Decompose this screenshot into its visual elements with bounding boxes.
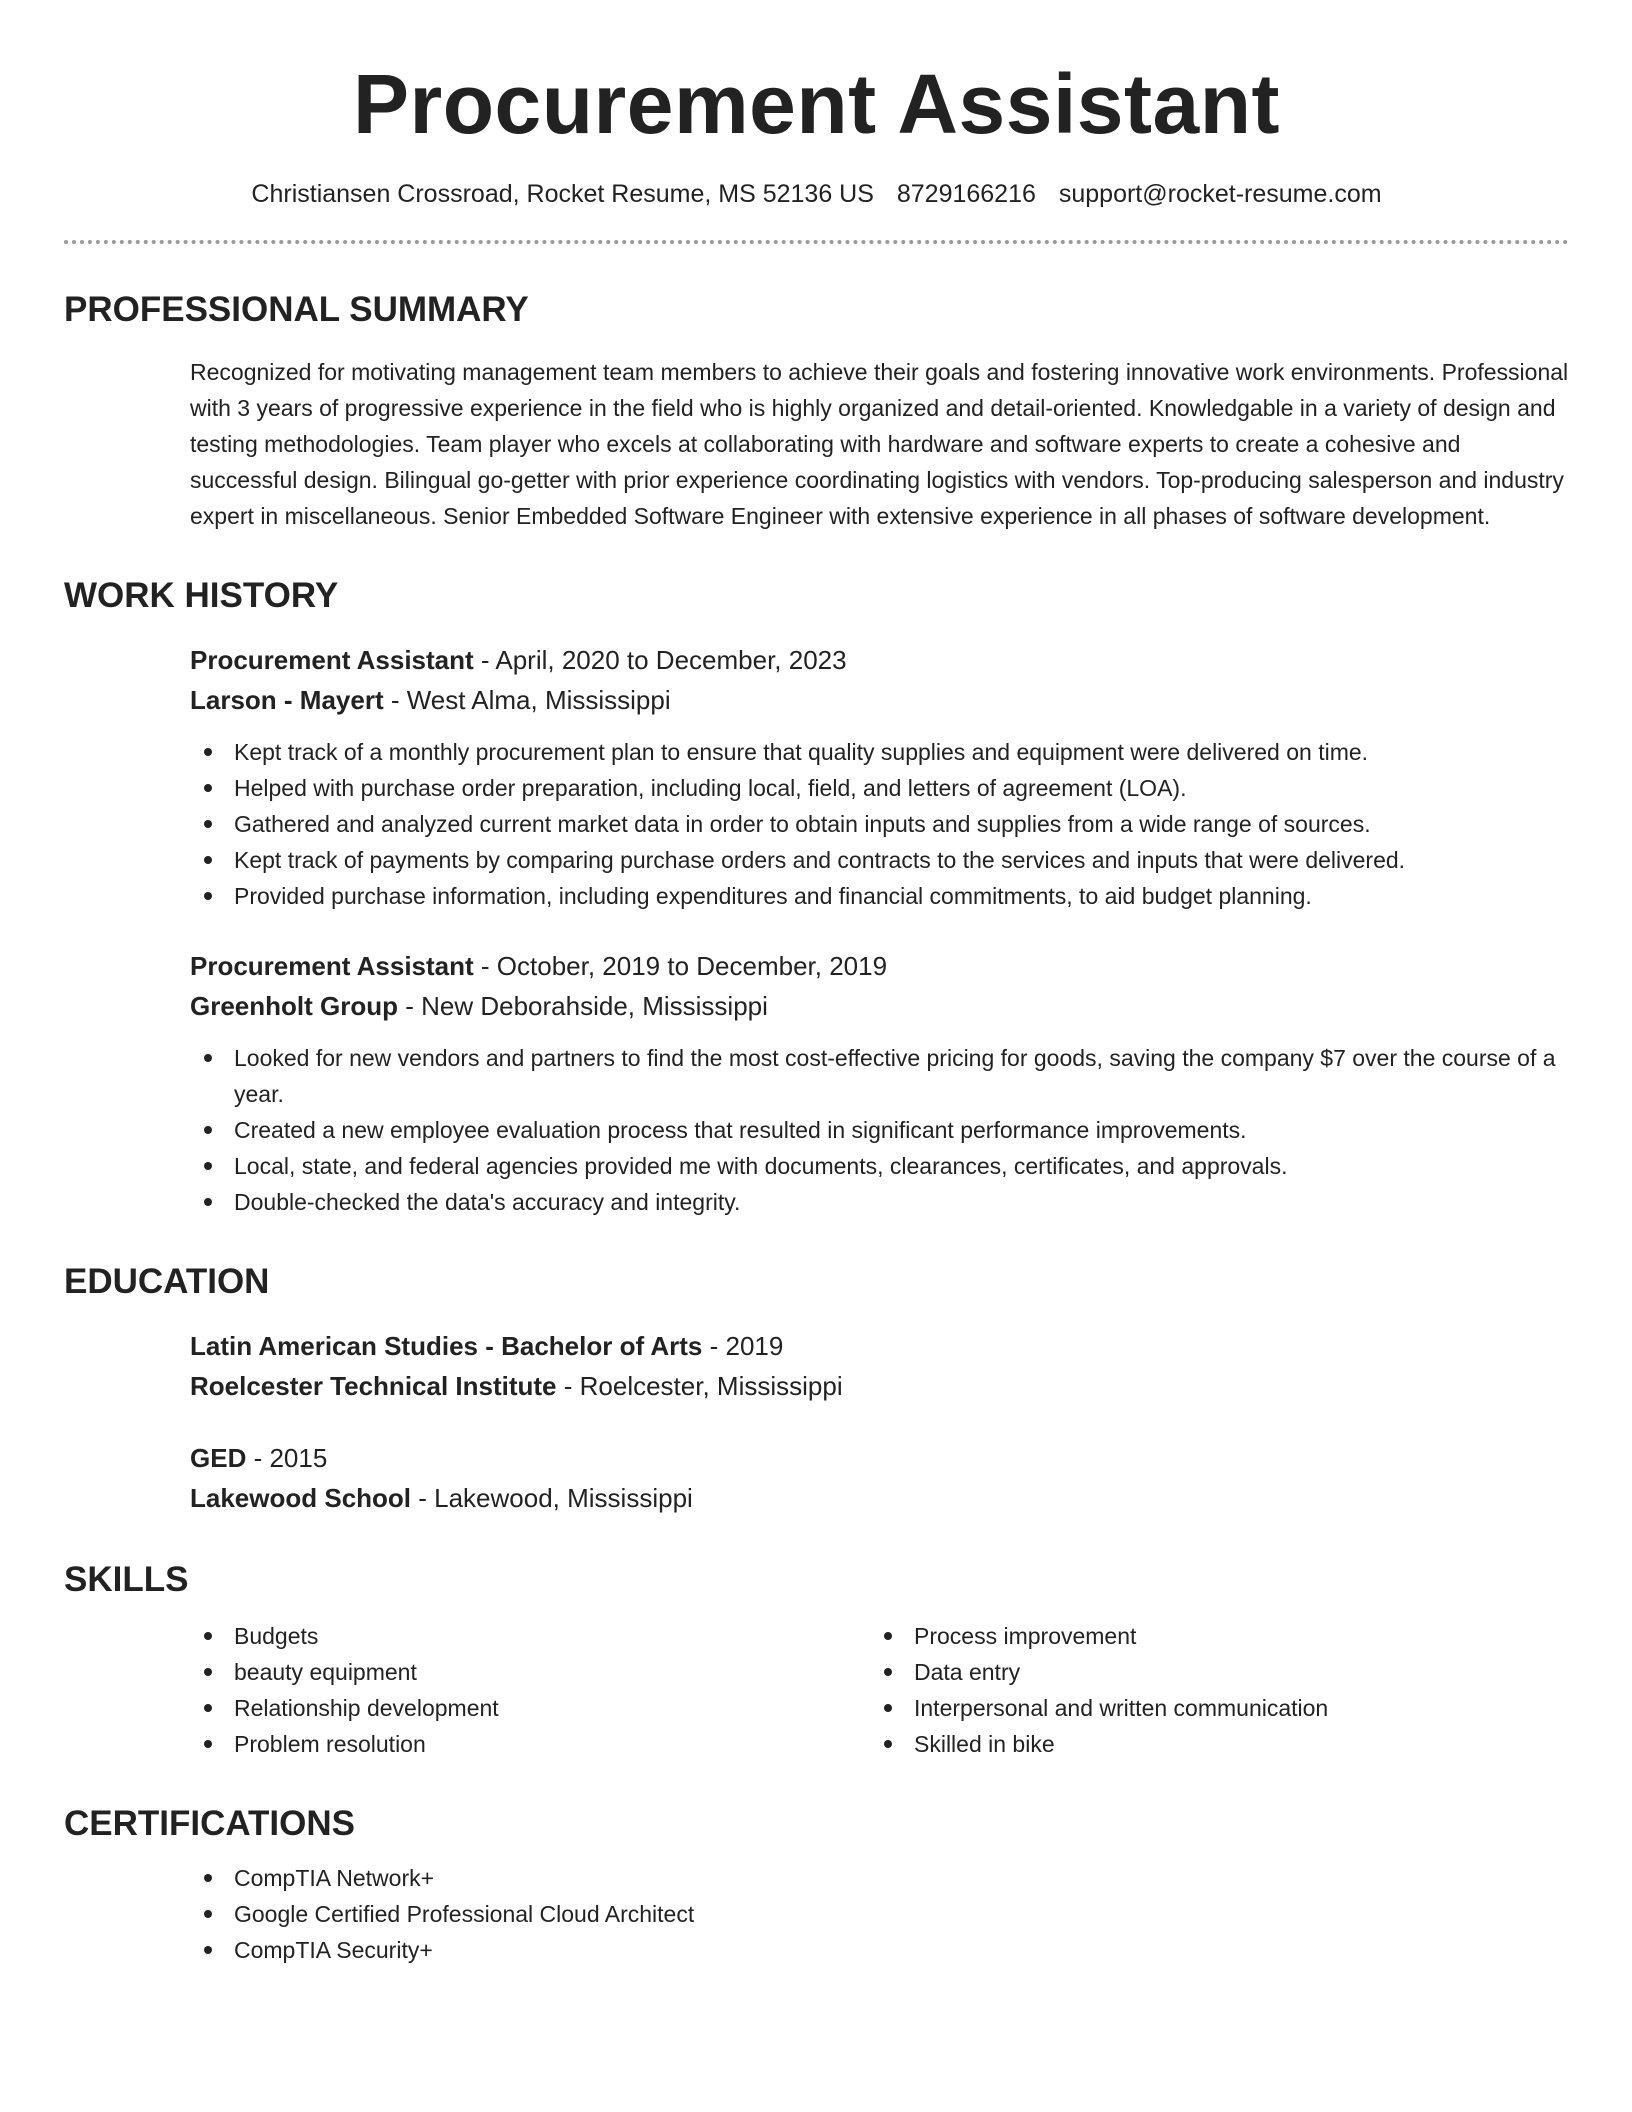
school: Roelcester Technical Institute xyxy=(190,1371,557,1401)
job-company-line xyxy=(190,680,1569,720)
list-item-text: Gathered and analyzed current market data in order to obtain inputs and supplies from a wide range of sources. xyxy=(234,811,1371,837)
job-title: Procurement Assistant xyxy=(190,951,474,981)
bullet-dot-icon xyxy=(204,748,212,756)
job-location: - New Deborahside, Mississippi xyxy=(398,991,768,1021)
job-location: - West Alma, Mississippi xyxy=(383,685,671,715)
job-bullets xyxy=(190,734,1569,914)
list-item-text: CompTIA Network+ xyxy=(234,1865,435,1891)
certifications-heading: CERTIFICATIONS xyxy=(64,1804,356,1843)
education-entry xyxy=(190,1438,1569,1518)
list-item-text: Double-checked the data's accuracy and integrity. xyxy=(234,1189,741,1215)
job-bullets xyxy=(190,1040,1569,1220)
bullet-dot-icon xyxy=(204,1162,212,1170)
contact-address: Christiansen Crossroad, Rocket Resume, MS 52136 US xyxy=(251,180,874,208)
bullet-dot-icon xyxy=(204,784,212,792)
job-title: Procurement Assistant xyxy=(190,645,474,675)
list-item xyxy=(190,1932,1569,1968)
bullet-dot-icon xyxy=(884,1668,892,1676)
list-item xyxy=(870,1726,1550,1762)
list-item xyxy=(190,806,1569,842)
list-item xyxy=(870,1618,1550,1654)
bullet-dot-icon xyxy=(204,1946,212,1954)
job-dates: - October, 2019 to December, 2019 xyxy=(473,951,888,981)
bullet-dot-icon xyxy=(884,1632,892,1640)
list-item-text: Interpersonal and written communication xyxy=(914,1695,1329,1721)
job-company: Larson - Mayert xyxy=(190,685,384,715)
school-line xyxy=(190,1478,1569,1518)
school-location: - Lakewood, Mississippi xyxy=(411,1483,693,1513)
list-item-text: Looked for new vendors and partners to find the most cost-effective pricing for goods, saving the company $7 over the course of a year. xyxy=(234,1045,1556,1107)
contact-phone: 8729166216 xyxy=(896,180,1036,208)
list-item xyxy=(190,1184,1569,1220)
skills-heading: SKILLS xyxy=(64,1560,189,1599)
degree-year: - 2015 xyxy=(246,1443,328,1473)
list-item-text: Data entry xyxy=(914,1659,1021,1685)
job-entry xyxy=(190,640,1569,914)
bullet-dot-icon xyxy=(884,1704,892,1712)
bullet-dot-icon xyxy=(204,1054,212,1062)
list-item xyxy=(190,1040,1569,1112)
list-item-text: Budgets xyxy=(234,1623,319,1649)
work-history-heading: WORK HISTORY xyxy=(64,576,339,615)
list-item xyxy=(190,1690,870,1726)
resume-title: Procurement Assistant xyxy=(353,57,1280,151)
resume-page xyxy=(64,0,1569,1968)
bullet-dot-icon xyxy=(204,892,212,900)
bullet-dot-icon xyxy=(204,1126,212,1134)
job-company-line xyxy=(190,986,1569,1026)
job-title-line xyxy=(190,640,1569,680)
school-location: - Roelcester, Mississippi xyxy=(556,1371,843,1401)
list-item xyxy=(870,1690,1550,1726)
school-line xyxy=(190,1366,1569,1406)
list-item-text: Local, state, and federal agencies provided me with documents, clearances, certificates, and approvals. xyxy=(234,1153,1288,1179)
skills-column-right xyxy=(870,1618,1550,1762)
list-item xyxy=(190,878,1569,914)
education-entry xyxy=(190,1326,1569,1406)
job-company: Greenholt Group xyxy=(190,991,398,1021)
list-item xyxy=(190,1896,1569,1932)
degree-line xyxy=(190,1438,1569,1478)
list-item xyxy=(190,770,1569,806)
job-title-line xyxy=(190,946,1569,986)
education-heading: EDUCATION xyxy=(64,1262,270,1301)
bullet-dot-icon xyxy=(204,1668,212,1676)
list-item-text: Process improvement xyxy=(914,1623,1137,1649)
job-entry xyxy=(190,946,1569,1220)
skills-column-left xyxy=(190,1618,870,1762)
list-item xyxy=(190,842,1569,878)
list-item-text: CompTIA Security+ xyxy=(234,1937,433,1963)
bullet-dot-icon xyxy=(204,1874,212,1882)
degree: Latin American Studies - Bachelor of Arts xyxy=(190,1331,703,1361)
list-item-text: Relationship development xyxy=(234,1695,499,1721)
education-section xyxy=(64,1260,1569,1518)
skills-section xyxy=(64,1558,1569,1762)
list-item xyxy=(190,1618,870,1654)
bullet-dot-icon xyxy=(204,1704,212,1712)
bullet-dot-icon xyxy=(204,1198,212,1206)
bullet-dot-icon xyxy=(204,856,212,864)
list-item xyxy=(190,1654,870,1690)
contact-email: support@rocket-resume.com xyxy=(1058,180,1382,208)
summary-section xyxy=(64,288,1569,534)
certifications-list xyxy=(190,1860,1569,1968)
bullet-dot-icon xyxy=(204,1740,212,1748)
work-history-section xyxy=(64,574,1569,1220)
list-item-text: beauty equipment xyxy=(234,1659,417,1685)
bullet-dot-icon xyxy=(204,820,212,828)
list-item xyxy=(870,1654,1550,1690)
job-dates: - April, 2020 to December, 2023 xyxy=(473,645,847,675)
skills-grid xyxy=(190,1618,1569,1762)
bullet-dot-icon xyxy=(204,1910,212,1918)
degree-year: - 2019 xyxy=(702,1331,784,1361)
list-item-text: Created a new employee evaluation process that resulted in significant performance improvements. xyxy=(234,1117,1247,1143)
certifications-section xyxy=(64,1802,1569,1968)
header-divider xyxy=(64,240,1569,244)
list-item xyxy=(190,1148,1569,1184)
skills-list xyxy=(190,1618,870,1762)
skills-list xyxy=(870,1618,1550,1762)
list-item-text: Skilled in bike xyxy=(914,1731,1055,1757)
list-item-text: Kept track of a monthly procurement plan to ensure that quality supplies and equipment were delivered on time. xyxy=(234,739,1369,765)
list-item-text: Helped with purchase order preparation, including local, field, and letters of agreement (LOA). xyxy=(234,775,1187,801)
list-item xyxy=(190,734,1569,770)
list-item xyxy=(190,1112,1569,1148)
list-item-text: Provided purchase information, including expenditures and financial commitments, to aid budget planning. xyxy=(234,883,1312,909)
list-item-text: Google Certified Professional Cloud Architect xyxy=(234,1901,695,1927)
bullet-dot-icon xyxy=(884,1740,892,1748)
list-item-text: Kept track of payments by comparing purchase orders and contracts to the services and inputs that were delivered. xyxy=(234,847,1406,873)
school: Lakewood School xyxy=(190,1483,412,1513)
list-item xyxy=(190,1726,870,1762)
degree: GED xyxy=(190,1443,247,1473)
list-item xyxy=(190,1860,1569,1896)
summary-text: Recognized for motivating management team members to achieve their goals and fostering innovative work environments. Professional with 3 years of progressive experience in the field who is highly organized and detail-oriented. Knowledgable in a variety of design and testing methodologies. Team player who excels at collaborating with hardware and software experts to create a cohesive and successful design. Bilingual go-getter with prior experience coordinating logistics with vendors. Top-producing salesperson and industry expert in miscellaneous. Senior Embedded Software Engineer with extensive experience in all phases of software development. xyxy=(190,359,1569,529)
degree-line xyxy=(190,1326,1569,1366)
contact-line xyxy=(64,178,1569,210)
summary-heading: PROFESSIONAL SUMMARY xyxy=(64,290,529,329)
list-item-text: Problem resolution xyxy=(234,1731,426,1757)
bullet-dot-icon xyxy=(204,1632,212,1640)
